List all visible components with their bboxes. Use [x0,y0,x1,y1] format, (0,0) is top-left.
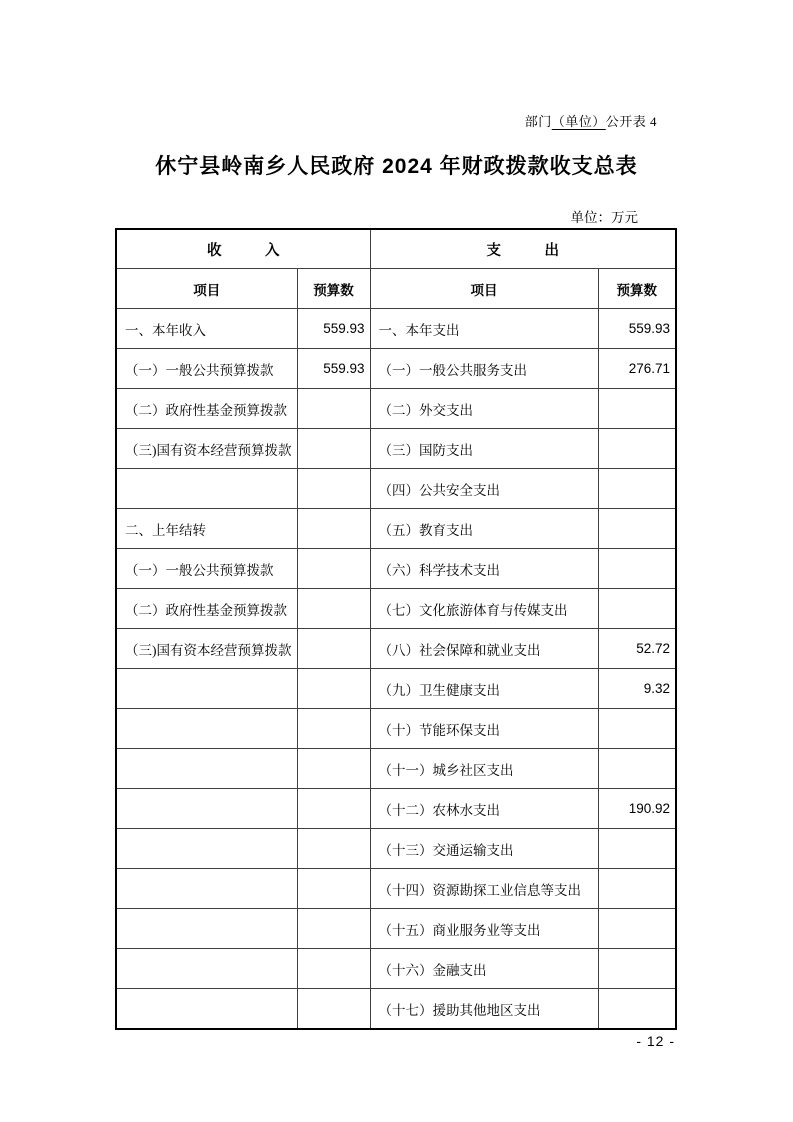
income-value-cell [297,909,370,949]
income-value-cell [297,669,370,709]
expense-value-cell [598,989,676,1030]
expense-value-cell [598,469,676,509]
expense-section-header: 支 出 [370,229,676,269]
section-header-row [116,229,676,269]
income-value-cell [297,869,370,909]
income-item-column-header: 项目 [116,269,297,309]
expense-value-cell [598,389,676,429]
header-note [525,111,657,130]
unit-note: 单位：万元 [570,210,638,225]
income-value-cell [297,749,370,789]
expense-item-cell: （八）社会保障和就业支出 [370,629,598,669]
income-item-cell [116,749,297,789]
table-row [116,389,676,429]
income-value-cell [297,709,370,749]
table-row [116,989,676,1030]
expense-value-cell [598,429,676,469]
income-item-cell: （一）一般公共预算拨款 [116,349,297,389]
expense-item-column-header: 项目 [370,269,598,309]
income-item-cell: （二）政府性基金预算拨款 [116,589,297,629]
expense-item-cell: （十五）商业服务业等支出 [370,909,598,949]
table-row [116,629,676,669]
income-item-cell [116,709,297,749]
budget-table [115,228,677,1030]
expense-value-cell: 190.92 [598,789,676,829]
income-value-cell [297,829,370,869]
expense-value-cell [598,709,676,749]
income-budget-column-header: 预算数 [297,269,370,309]
income-item-cell: （三)国有资本经营预算拨款 [116,629,297,669]
expense-item-cell: （十七）援助其他地区支出 [370,989,598,1030]
income-item-cell: （二）政府性基金预算拨款 [116,389,297,429]
expense-item-cell: （五）教育支出 [370,509,598,549]
table-row [116,949,676,989]
table-row [116,429,676,469]
income-item-cell: 一、本年收入 [116,309,297,349]
income-item-cell: （三)国有资本经营预算拨款 [116,429,297,469]
table-header [116,229,676,309]
income-value-cell [297,549,370,589]
income-value-cell [297,789,370,829]
header-note-prefix: 部门 [524,114,552,129]
expense-item-cell: （一）一般公共服务支出 [370,349,598,389]
table-row [116,349,676,389]
expense-item-cell: （三）国防支出 [370,429,598,469]
table-row [116,469,676,509]
income-value-cell [297,389,370,429]
header-note-underlined: （单位） [551,114,606,129]
table-row [116,829,676,869]
income-value-cell: 559.93 [297,349,370,389]
table-row [116,789,676,829]
expense-value-cell [598,949,676,989]
expense-item-cell: 一、本年支出 [370,309,598,349]
expense-item-cell: （六）科学技术支出 [370,549,598,589]
income-item-cell [116,469,297,509]
expense-item-cell: （十六）金融支出 [370,949,598,989]
income-value-cell [297,509,370,549]
income-item-cell [116,789,297,829]
income-value-cell [297,589,370,629]
expense-value-cell [598,589,676,629]
expense-value-cell: 559.93 [598,309,676,349]
table-row [116,709,676,749]
expense-item-cell: （四）公共安全支出 [370,469,598,509]
income-value-cell [297,989,370,1030]
expense-value-cell [598,869,676,909]
expense-value-cell [598,749,676,789]
expense-budget-column-header: 预算数 [598,269,676,309]
income-value-cell [297,429,370,469]
table-row [116,589,676,629]
page-title: 休宁县岭南乡人民政府 2024 年财政拨款收支总表 [155,155,638,178]
expense-item-cell: （十四）资源勘探工业信息等支出 [370,869,598,909]
expense-value-cell [598,509,676,549]
income-item-cell: （一）一般公共预算拨款 [116,549,297,589]
expense-item-cell: （十）节能环保支出 [370,709,598,749]
table-row [116,509,676,549]
table-body [116,309,676,1030]
expense-value-cell: 9.32 [598,669,676,709]
income-item-cell [116,869,297,909]
expense-value-cell: 52.72 [598,629,676,669]
header-note-suffix: 公开表 4 [605,114,657,129]
table-row [116,549,676,589]
expense-item-cell: （九）卫生健康支出 [370,669,598,709]
income-item-cell [116,669,297,709]
expense-item-cell: （十三）交通运输支出 [370,829,598,869]
expense-item-cell: （十二）农林水支出 [370,789,598,829]
table-row [116,309,676,349]
income-value-cell: 559.93 [297,309,370,349]
expense-value-cell [598,909,676,949]
income-value-cell [297,949,370,989]
expense-value-cell [598,549,676,589]
income-item-cell [116,989,297,1030]
income-value-cell [297,469,370,509]
table-row [116,869,676,909]
page-number: - 12 - [636,1033,675,1049]
income-item-cell [116,909,297,949]
expense-item-cell: （十一）城乡社区支出 [370,749,598,789]
table-row [116,749,676,789]
expense-item-cell: （二）外交支出 [370,389,598,429]
income-value-cell [297,629,370,669]
expense-value-cell [598,829,676,869]
expense-item-cell: （七）文化旅游体育与传媒支出 [370,589,598,629]
income-item-cell [116,829,297,869]
income-item-cell [116,949,297,989]
column-header-row [116,269,676,309]
table-row [116,909,676,949]
income-section-header: 收 入 [116,229,370,269]
table-row [116,669,676,709]
income-item-cell: 二、上年结转 [116,509,297,549]
expense-value-cell: 276.71 [598,349,676,389]
